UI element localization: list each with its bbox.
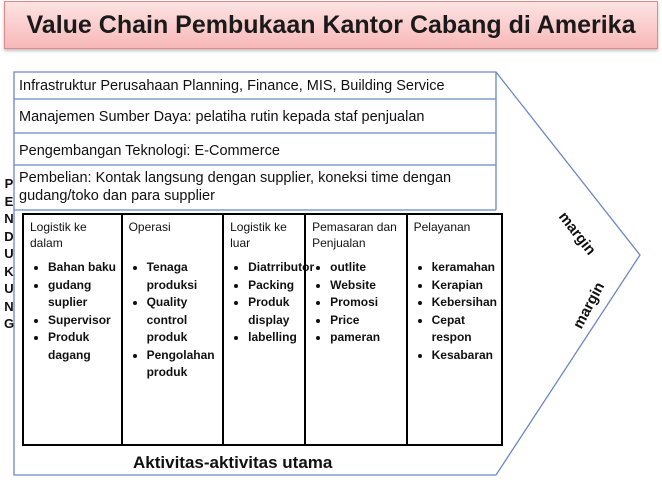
- list-item: • pameran: [330, 329, 402, 347]
- primary-column-service: [406, 215, 501, 444]
- primary-column-marketing-sales: [304, 215, 406, 444]
- primary-column-operations: [121, 215, 223, 444]
- support-label-letter: G: [3, 316, 15, 331]
- support-technology: Pengembangan Teknologi: E-Commerce: [19, 143, 280, 159]
- column-heading: Pelayanan: [413, 220, 471, 234]
- support-procurement: Pembelian: Kontak langsung dengan supplier, koneksi time dengan gudang/toko dan para supplier: [19, 170, 452, 204]
- list-item: • Quality control produk: [147, 294, 219, 347]
- list-item: • Produk display: [248, 294, 300, 329]
- list-item: • Diatrributor: [248, 259, 300, 277]
- support-hr-management: Manajemen Sumber Daya: pelatiha rutin kepada staf penjualan: [19, 109, 425, 125]
- column-heading: Logistik ke dalam: [30, 220, 87, 250]
- list-item: • Kebersihan: [432, 294, 497, 312]
- support-label-letter: D: [4, 228, 14, 244]
- list-item: • Pengolahan produk: [147, 347, 219, 382]
- support-label-letter: E: [4, 193, 14, 209]
- list-item: • Promosi: [330, 294, 402, 312]
- support-label-letter: P: [4, 176, 14, 191]
- margin-label-bottom: margin: [569, 279, 609, 332]
- list-item: • Price: [330, 312, 402, 330]
- support-label-letter: U: [4, 281, 14, 296]
- margin-label-top: margin: [554, 208, 600, 259]
- column-heading: Pemasaran dan Penjualan: [312, 220, 397, 250]
- list-item: • Website: [330, 277, 402, 295]
- support-label-letter: N: [4, 211, 14, 226]
- diagram-title: Value Chain Pembukaan Kantor Cabang di Amerika: [26, 10, 636, 39]
- primary-column-inbound-logistics: [24, 215, 121, 444]
- primary-column-outbound-logistics: [222, 215, 315, 444]
- list-item: • Cepat respon: [432, 312, 497, 347]
- list-item: • Supervisor: [48, 312, 117, 330]
- list-item: • Tenaga produksi: [147, 259, 219, 294]
- list-item: • gudang suplier: [48, 277, 117, 312]
- support-label-letter: N: [4, 298, 14, 314]
- column-heading: Operasi: [128, 220, 171, 234]
- support-label-letter: U: [4, 246, 14, 261]
- list-item: • keramahan: [432, 259, 497, 277]
- list-item: • labelling: [248, 329, 300, 347]
- list-item: • Packing: [248, 277, 300, 295]
- support-activities-label: [3, 175, 15, 333]
- list-item: • outlite: [330, 259, 402, 277]
- support-infrastructure: Infrastruktur Perusahaan Planning, Finance, MIS, Building Service: [19, 78, 445, 94]
- list-item: • Bahan baku: [48, 259, 117, 277]
- support-label-letter: K: [4, 263, 14, 279]
- column-heading: Logistik ke luar: [230, 220, 287, 250]
- list-item: • Kesabaran: [432, 347, 497, 365]
- list-item: • Kerapian: [432, 277, 497, 295]
- primary-activities-box: [22, 213, 503, 446]
- list-item: • Produk dagang: [48, 329, 117, 364]
- primary-activities-label: Aktivitas-aktivitas utama: [133, 453, 333, 472]
